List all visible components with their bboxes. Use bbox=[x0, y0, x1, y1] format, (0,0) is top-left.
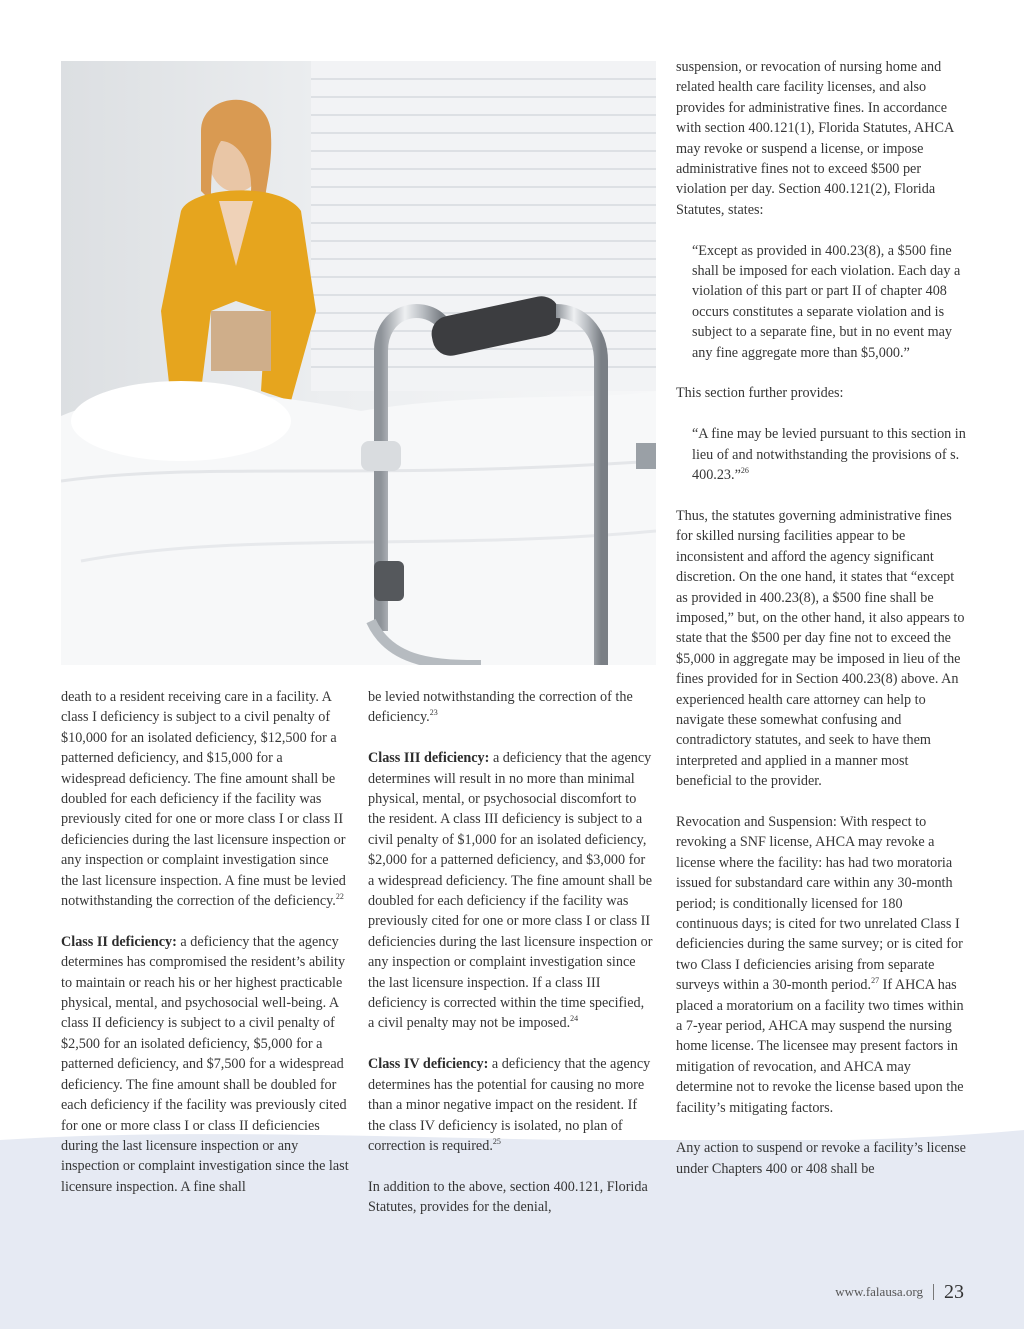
paragraph: death to a resident receiving care in a facility. A class I deficiency is subject to a civil penalty of $10,000 for an isolated deficiency, $12,500 for a patterned deficiency, and $15,000 for a widespread deficiency. The fine amount shall be doubled for each deficiency if the facility was previously cited for one or more class I or class II deficiencies during the last licensure inspection or any inspection or complaint investigation since the last licensure inspection. A fine must be levied notwithstanding the correction of the deficiency.$^{22}$ bbox=[61, 689, 346, 910]
column-1 bbox=[61, 687, 349, 1197]
footnote-ref: 27 bbox=[871, 976, 880, 986]
footnote-ref: 25 bbox=[492, 1136, 501, 1146]
paragraph: be levied notwithstanding the correction of the deficiency.$^{23}$ bbox=[368, 689, 633, 726]
footnote-ref: 24 bbox=[570, 1014, 579, 1024]
heading-class-ii: Class II deficiency: bbox=[61, 933, 177, 950]
paragraph: Thus, the statutes governing administrative fines for skilled nursing facilities appear to be inconsistent and afford the agency significant discretion. On the one hand, it states that “except as provided in 400.23(8), a $500 fine shall be imposed,” but, on the other hand, it also appears to state that the $500 per day fine not to exceed the $5,000 in aggregate may be imposed in lieu of the fines provided for in Section 400.23(8) above. An experienced health care attorney can help to navigate these somewhat confusing and contradictory statutes, and seek to have them interpreted and applied in a manner most beneficial to the provider. bbox=[676, 507, 965, 790]
paragraph: Any action to suspend or revoke a facility’s license under Chapters 400 or 408 shall be bbox=[676, 1140, 966, 1177]
heading-class-iv: Class IV deficiency: bbox=[368, 1056, 489, 1073]
footnote-ref: 23 bbox=[429, 708, 438, 718]
page-number: 23 bbox=[944, 1280, 964, 1303]
paragraph: In addition to the above, section 400.121, Florida Statutes, provides for the denial, bbox=[368, 1178, 648, 1216]
footer-divider bbox=[933, 1284, 934, 1300]
footer-url[interactable]: www.falausa.org bbox=[835, 1284, 923, 1299]
footnote-ref: 26 bbox=[740, 466, 749, 476]
paragraph: Class III deficiency: a deficiency that the agency determines will result in no more than minimal physical, mental, or psychosocial discomfort to the resident. A class III deficiency is subject to a civil penalty of $1,000 for an isolated deficiency, $2,000 for a patterned deficiency, and $3,000 for a widespread deficiency. The fine amount shall be doubled for each deficiency if the facility was previously cited for one or more class I or class II deficiencies during the last licensure inspection or any inspection or complaint investigation since the last licensure inspection. If a class III deficiency is corrected within the time specified, a civil penalty may not be imposed.$^{24}$ bbox=[368, 750, 653, 1032]
paragraph: Class II deficiency: a deficiency that the agency determines has compromised the resident’s ability to maintain or reach his or her highest practicable physical, mental, and psychosocial well-being. A class II deficiency is subject to a civil penalty of $2,500 for an isolated deficiency, $5,000 for a patterned deficiency, and $7,500 for a widespread deficiency. The fine amount shall be doubled for each deficiency if the facility was previously cited for one or more class I or class II deficiencies during the last licensure inspection or any inspection or complaint investigation since the last licensure inspection. A fine shall bbox=[61, 933, 349, 1195]
paragraph: Revocation and Suspension: With respect to revoking a SNF license, AHCA may revoke a license where the facility: has had two moratoria issued for substandard care within any 30-month period; is conditionally licensed for 180 continuous days; is cited for two unrelated Class I deficiencies during the same survey; or is cited for two Class I deficiencies arising from separate surveys within a 30-month period.$^{27}$ If AHCA has placed a moratorium on a facility two times within a 7-year period, AHCA may suspend the nursing home license. The licensee may present factors in mitigation of revocation, and AHCA may determine not to revoke the license based upon the facility’s mitigating factors. bbox=[676, 813, 964, 1116]
heading-class-iii: Class III deficiency: bbox=[368, 750, 490, 767]
paragraph: suspension, or revocation of nursing home and related health care facility licenses, and also provides for administrative fines. In accordance with section 400.121(1), Florida Statutes, AHCA may revoke or suspend a license, or impose administrative fines not to exceed $500 per violation per day. Section 400.121(2), Florida Statutes, states: bbox=[676, 59, 954, 218]
block-quote: “Except as provided in 400.23(8), a $500 fine shall be imposed for each violation. Each day a violation of this part or part II of chapter 408 occurs constitutes a separate violation and is subject to a separate fine, but in no event may any fine aggregate more than $5,000.” bbox=[692, 242, 961, 361]
footnote-ref: 22 bbox=[335, 892, 344, 902]
page-footer bbox=[835, 1280, 964, 1304]
column-3 bbox=[676, 57, 966, 1179]
bedroom-walker-photo bbox=[61, 61, 656, 665]
paragraph: This section further provides: bbox=[676, 385, 844, 402]
paragraph: Class IV deficiency: a deficiency that the agency determines has the potential for causing no more than a minor negative impact on the resident. If the class IV deficiency is isolated, no plan of correction is required.$^{25}$ bbox=[368, 1056, 651, 1154]
block-quote: “A fine may be levied pursuant to this section in lieu of and notwithstanding the provisions of s. 400.23.”$^{26}$ bbox=[692, 426, 966, 484]
column-2 bbox=[368, 687, 653, 1218]
